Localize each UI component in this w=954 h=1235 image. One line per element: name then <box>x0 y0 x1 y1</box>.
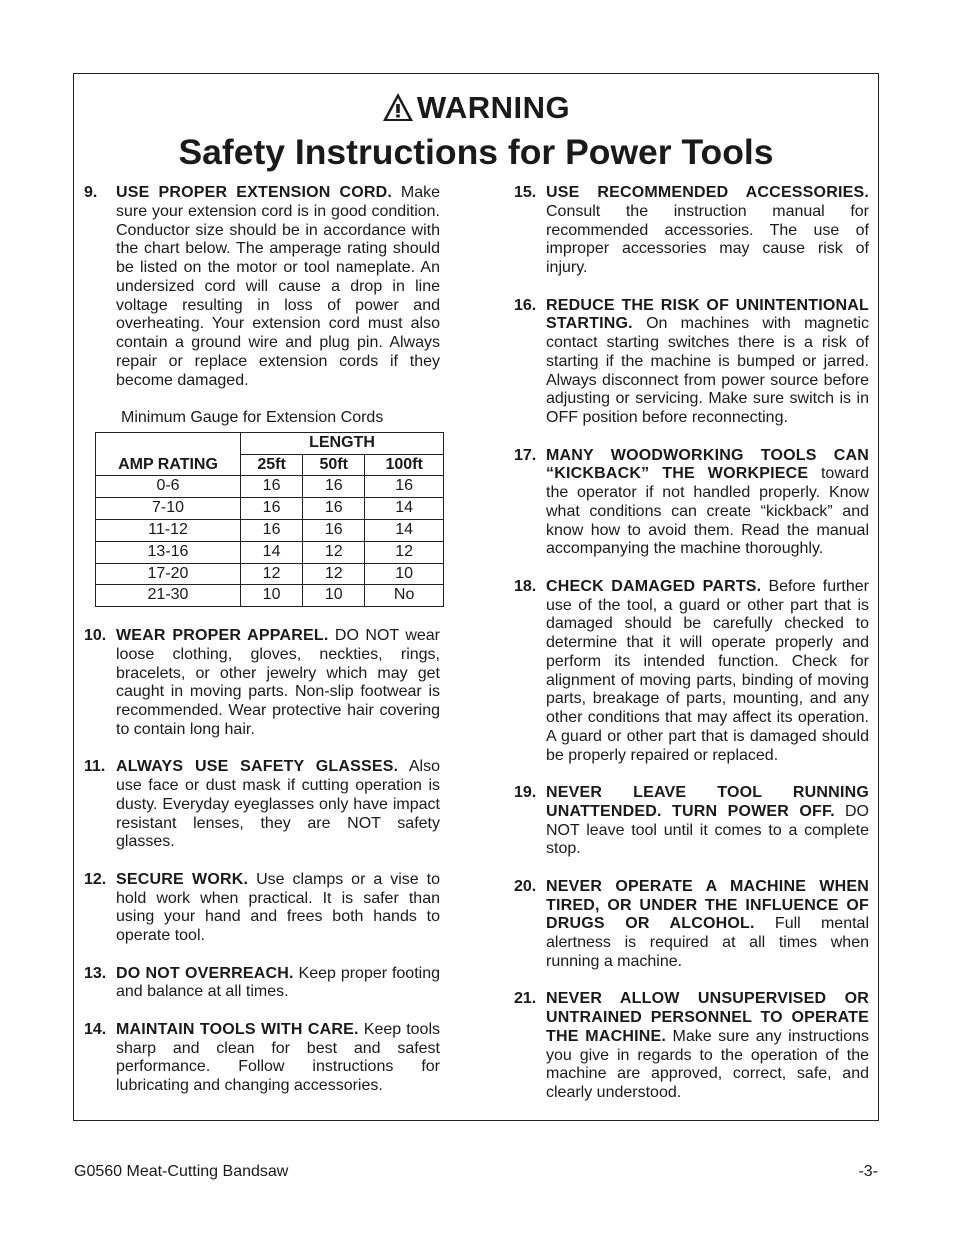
table-row <box>96 519 444 541</box>
item-number: 15. <box>514 184 537 201</box>
item-text <box>116 965 440 1003</box>
item-lead: WEAR PROPER APPAREL. <box>116 627 329 645</box>
table-cell: 11-12 <box>96 519 241 541</box>
left-column <box>84 184 440 1115</box>
table-cell: 16 <box>303 519 365 541</box>
item-body: Before further use of the tool, a guard or other part that is damaged should be carefully checked to determine that it will operate properly and perform its intended function. Check for alignment of moving parts, binding of moving parts, breakage of parts, mounting, and any other conditions that may affect its operation. A guard or other part that is damaged should be properly repaired or replaced. <box>546 577 869 764</box>
table-cell: 13-16 <box>96 541 241 563</box>
item-lead: USE RECOMMENDED ACCESSORIES. <box>546 184 869 201</box>
table-cell: 14 <box>365 498 444 520</box>
table-cell: 16 <box>241 498 303 520</box>
item-lead: MANY WOODWORKING TOOLS CAN “KICKBACK” THE WORKPIECE <box>546 446 869 483</box>
table-cell: 10 <box>241 585 303 607</box>
table-cell: 0-6 <box>96 476 241 498</box>
table-cell: 16 <box>365 476 444 498</box>
item-body: Consult the instruction manual for recommended accessories. The use of improper accessories may cause risk of injury. <box>546 202 869 276</box>
list-item <box>84 965 440 1003</box>
item-body: Keep proper footing and balance at all times. <box>116 964 440 1001</box>
item-text <box>116 627 440 740</box>
item-lead: NEVER LEAVE TOOL RUNNING UNATTENDED. TURN POWER OFF. <box>546 784 869 820</box>
table-cell: 16 <box>303 498 365 520</box>
table-cell: 12 <box>365 541 444 563</box>
table-row <box>96 476 444 498</box>
footer-page-number: -3- <box>858 1163 878 1180</box>
item-lead: CHECK DAMAGED PARTS. <box>546 577 762 595</box>
warning-label: WARNING <box>416 90 571 125</box>
item-body: DO NOT leave tool until it comes to a complete stop. <box>546 802 869 858</box>
item-number: 16. <box>514 296 537 314</box>
item-number: 13. <box>84 964 107 982</box>
item-number: 19. <box>514 784 537 801</box>
table-cell: 7-10 <box>96 498 241 520</box>
item-text <box>546 878 869 972</box>
item-body: On machines with magnetic contact starting switches there is a risk of starting if the machine is bumped or jarred. Always disconnect from power source before adjusting or servicing. Make sure switch is in OFF position before reconnecting. <box>546 315 869 426</box>
table-cell: 14 <box>365 519 444 541</box>
item-body: Make sure any instructions you give in regards to the operation of the machine are approved, correct, safe, and clearly understood. <box>546 1027 869 1101</box>
list-item <box>84 627 440 740</box>
length-col-header: 50ft <box>303 454 365 476</box>
amp-rating-header: AMP RATING <box>96 432 241 476</box>
length-col-header: 25ft <box>241 454 303 476</box>
page-title: Safety Instructions for Power Tools <box>178 132 774 172</box>
table-cell: 10 <box>303 585 365 607</box>
item-lead: ALWAYS USE SAFETY GLASSES. <box>116 758 399 776</box>
table-cell: 10 <box>365 563 444 585</box>
item-number: 10. <box>84 627 107 645</box>
warning-box <box>73 73 879 1121</box>
item-lead: NEVER ALLOW UNSUPERVISED OR UNTRAINED PERSONNEL TO OPERATE THE MACHINE. <box>546 990 869 1045</box>
item-number: 18. <box>514 577 537 595</box>
item-lead: USE PROPER EXTENSION CORD. <box>116 184 393 201</box>
length-header: LENGTH <box>241 432 444 454</box>
item-body: DO NOT wear loose clothing, gloves, neckties, rings, bracelets, or other jewelry which may get caught in moving parts. Non-slip footwear is recommended. Wear protective hair covering to contain long hair. <box>116 627 441 738</box>
item-lead: MAINTAIN TOOLS WITH CARE. <box>116 1020 359 1038</box>
item-number: 20. <box>514 877 537 895</box>
table-cell: 21-30 <box>96 585 241 607</box>
warning-triangle-icon <box>382 92 414 122</box>
gauge-table <box>95 432 444 607</box>
item-text <box>546 578 869 766</box>
item-text <box>546 184 869 278</box>
table-cell: 12 <box>241 563 303 585</box>
item-number: 12. <box>84 870 107 888</box>
item-number: 21. <box>514 990 537 1008</box>
table-cell: 16 <box>303 476 365 498</box>
list-item <box>514 578 869 766</box>
table-caption: Minimum Gauge for Extension Cords <box>121 409 384 426</box>
table-row <box>96 498 444 520</box>
item-body: Keep tools sharp and clean for best and safest performance. Follow instructions for lubricating and changing accessories. <box>116 1020 440 1095</box>
item-lead: NEVER OPERATE A MACHINE WHEN TIRED, OR UNDER THE INFLUENCE OF DRUGS OR ALCOHOL. <box>546 877 869 933</box>
item-text <box>546 447 869 560</box>
item-number: 14. <box>84 1020 107 1038</box>
right-column <box>514 184 869 1122</box>
list-item <box>514 184 869 278</box>
item-lead: DO NOT OVERREACH. <box>116 964 294 982</box>
item-body: Use clamps or a vise to hold work when practical. It is safer than using your hand and frees both hands to operate tool. <box>116 870 440 945</box>
table-cell: 17-20 <box>96 563 241 585</box>
table-cell: 16 <box>241 476 303 498</box>
item-number: 9. <box>84 184 98 201</box>
list-item <box>514 297 869 428</box>
item-text <box>546 990 869 1103</box>
item-text <box>546 784 869 859</box>
table-row <box>96 563 444 585</box>
length-col-header: 100ft <box>365 454 444 476</box>
table-row <box>96 541 444 563</box>
item-body: Make sure your extension cord is in good condition. Conductor size should be in accordance with the chart below. The amperage rating should be listed on the motor or tool nameplate. An undersized cord will cause a drop in line voltage resulting in loss of power and overheating. Your extension cord must also contain a ground wire and plug pin. Always repair or replace extension cords if they become damaged. <box>116 184 440 389</box>
item-text <box>116 184 440 390</box>
table-cell: 16 <box>241 519 303 541</box>
list-item <box>84 871 440 946</box>
table-cell: 12 <box>303 563 365 585</box>
list-item <box>514 784 869 859</box>
table-row <box>96 585 444 607</box>
item-lead: SECURE WORK. <box>116 870 249 888</box>
item-lead: REDUCE THE RISK OF UNINTENTIONAL STARTING. <box>546 296 869 333</box>
table-cell: 14 <box>241 541 303 563</box>
item-text <box>116 871 440 946</box>
item-body: toward the operator if not handled properly. Know what conditions can create “kickback” and know how to avoid them. Read the manual accompanying the machine thoroughly. <box>546 465 869 558</box>
warning-heading <box>74 90 878 126</box>
item-text <box>116 1021 440 1096</box>
item-number: 11. <box>84 758 106 776</box>
item-number: 17. <box>514 446 537 464</box>
list-item <box>514 878 869 972</box>
list-item <box>514 990 869 1103</box>
table-cell: No <box>365 585 444 607</box>
list-item <box>84 184 440 390</box>
item-text <box>546 297 869 428</box>
item-body: Also use face or dust mask if cutting operation is dusty. Everyday eyeglasses only have impact resistant lenses, they are NOT safety glasses. <box>116 758 441 851</box>
table-cell: 12 <box>303 541 365 563</box>
item-text <box>116 758 440 852</box>
list-item <box>84 1021 440 1096</box>
list-item <box>514 447 869 560</box>
list-item <box>84 758 440 852</box>
footer-doc-name: G0560 Meat-Cutting Bandsaw <box>74 1163 289 1180</box>
item-body: Full mental alertness is required at all times when running a machine. <box>546 915 869 970</box>
